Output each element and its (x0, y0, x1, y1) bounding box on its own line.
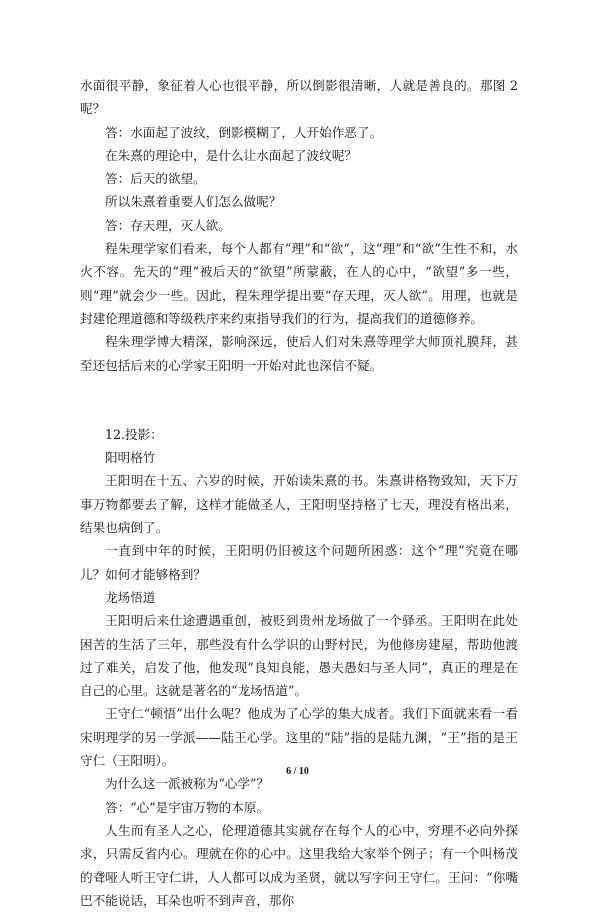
subheading: 龙场悟道 (105, 589, 156, 605)
section-spacer (80, 377, 518, 423)
paragraph: 一直到中年的时候，王阳明仍旧被这个问题所困惑：这个“理”究竟在哪儿？如何才能够格到？ (80, 543, 518, 582)
paragraph: 答：后天的欲望。 (105, 171, 206, 187)
paragraph: 答：存天理，灭人欲。 (105, 217, 231, 233)
paragraph: 王守仁“顿悟”出什么呢？他成为了心学的集大成者。我们下面就来看一看宋明理学的另一学派——陆王心学。这里的“陆”指的是陆九渊，“王”指的是王守仁（王阳明）。 (80, 706, 518, 769)
section-heading: 12.投影： (105, 426, 163, 442)
paragraph: 人生而有圣人之心，伦理道德其实就存在每个人的心中，穷理不必向外探求，只需反省内心。理就在你的心中。这里我给大家举个例子；有一个叫杨茂的聋哑人听王守仁讲，人人都可以成为圣贤，就以写字问王守仁。王问：“你嘴巴不能说话，耳朵也听不到声音，那你 (80, 822, 518, 908)
paragraph: 为什么这一派被称为“心学”？ (105, 776, 270, 792)
paragraph: 在朱熹的理论中，是什么让水面起了波纹呢？ (105, 147, 357, 163)
paragraph: 王阳明在十五、六岁的时候，开始读朱熹的书。朱熹讲格物致知，天下万事万物都要去了解，这样才能做圣人，王阳明坚持格了七天，理没有格出来，结果也病倒了。 (80, 473, 518, 536)
page-body (80, 74, 518, 912)
paragraph: 程朱理学家们看来，每个人都有“理”和“欲”，这“理”和“欲”生性不和，水火不容。先天的“理”被后天的“欲望”所蒙蔽，在人的心中，“欲望”多一些，则“理”就会少一些。因此，程朱理学提出要“存天理，灭人欲”。用理，也就是封建伦理道德和等级秩序来约束指导我们的行为，提高我们的道德修养。 (80, 241, 518, 326)
paragraph: 所以朱熹着重要人们怎么做呢？ (105, 194, 282, 210)
paragraph: 答：“心”是宇宙万物的本原。 (105, 799, 270, 815)
page-number: 6 / 10 (286, 766, 309, 777)
paragraph: 答：水面起了波纹，倒影模糊了，人开始作恶了。 (105, 124, 383, 140)
paragraph: 王阳明后来仕途遭遇重创，被贬到贵州龙场做了一个驿丞。王阳明在此处困苦的生活了三年，那些没有什么学识的山野村民，为他修房建屋，帮助他渡过了难关，启发了他，他发现“良知良能，愚夫愚妇与圣人同”，真正的理是在自己的心里。这就是著名的“龙场悟道”。 (80, 613, 518, 699)
paragraph: 程朱理学博大精深，影响深远，使后人们对朱熹等理学大师顶礼膜拜，甚至还包括后来的心学家王阳明一开始对此也深信不疑。 (80, 334, 518, 373)
subheading: 阳明格竹 (105, 450, 156, 466)
paragraph: 水面很平静，象征着人心也很平静，所以倒影很清晰，人就是善良的。那图 2 呢？ (80, 78, 518, 117)
